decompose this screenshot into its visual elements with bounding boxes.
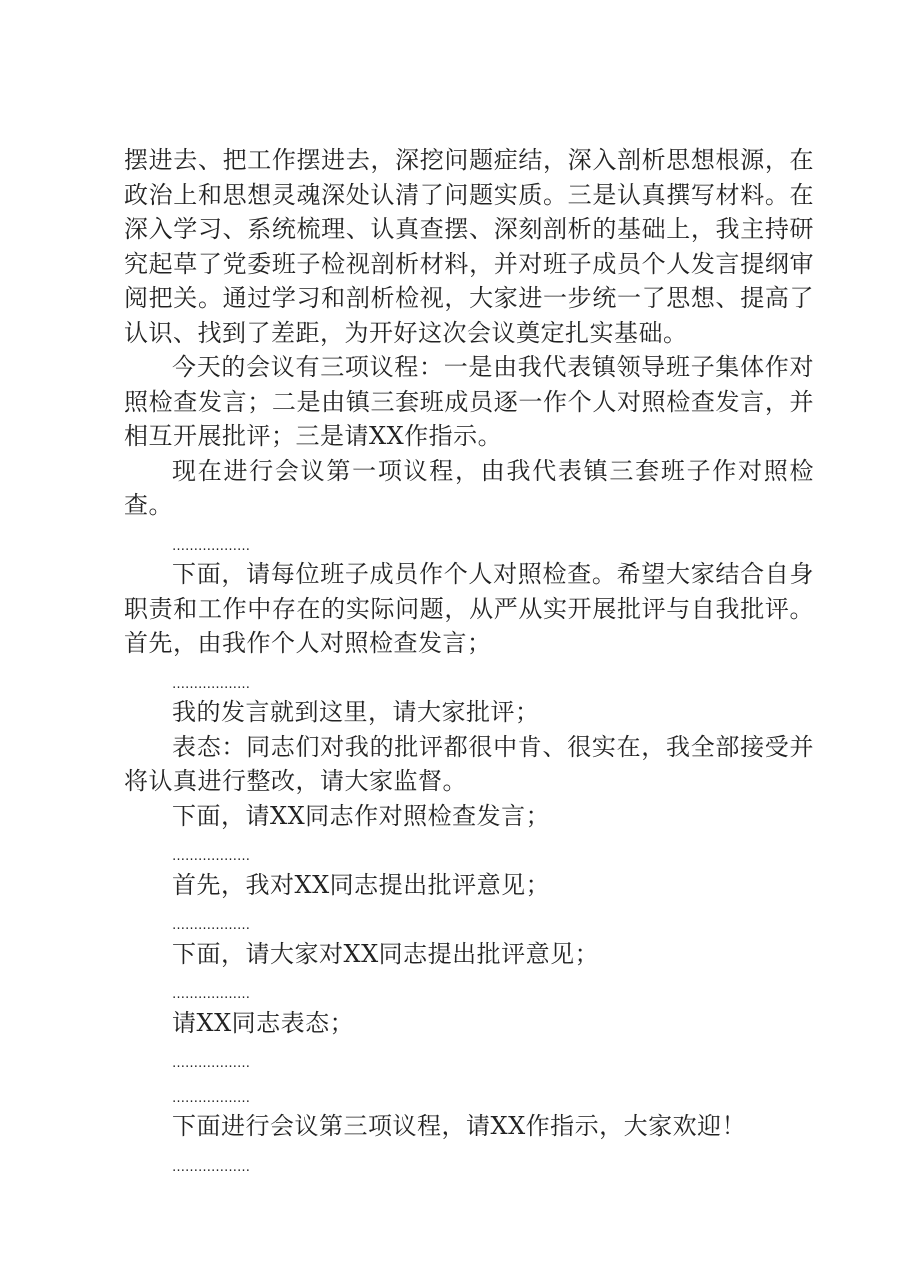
- ellipsis-line: ………………: [172, 538, 250, 554]
- paragraph-next-speaker: 下面，请XX同志作对照检查发言；: [172, 801, 551, 830]
- ellipsis-line: ………………: [172, 987, 250, 1002]
- paragraph-third-item: 下面进行会议第三项议程，请XX作指示，大家欢迎！: [172, 1112, 747, 1140]
- paragraph-first-item: 现在进行会议第一项议程，由我代表镇三套班子作对照检查。: [124, 456, 814, 519]
- paragraph-statement: 表态：同志们对我的批评都很中肯、很实在，我全部接受并将认真进行整改，请大家监督。: [124, 732, 814, 795]
- paragraph-my-criticism: 首先，我对XX同志提出批评意见；: [172, 870, 551, 899]
- ellipsis-line: ………………: [172, 1090, 250, 1106]
- paragraph-individual-check: 下面，请每位班子成员作个人对照检查。希望大家结合自身职责和工作中存在的实际问题，从严从实开展批评与自我批评。首先，由我作个人对照检查发言；: [124, 560, 814, 657]
- document-body: [124, 143, 814, 1178]
- ellipsis-line: ………………: [172, 1056, 250, 1071]
- ellipsis-line: ………………: [172, 676, 250, 692]
- paragraph-1: 摆进去、把工作摆进去，深挖问题症结，深入剖析思想根源，在政治上和思想灵魂深处认清了问题实质。三是认真撰写材料。在深入学习、系统梳理、认真查摆、深刻剖析的基础上，我主持研究起草了党委班子检视剖析材料，并对班子成员个人发言提纲审阅把关。通过学习和剖析检视，大家进一步统一了思想、提高了认识、找到了差距，为开好这次会议奠定扎实基础。: [124, 146, 814, 347]
- paragraph-agenda: 今天的会议有三项议程：一是由我代表镇领导班子集体作对照检查发言；二是由镇三套班成员逐一作个人对照检查发言，并相互开展批评；三是请XX作指示。: [124, 353, 814, 450]
- ellipsis-line: ………………: [172, 918, 250, 933]
- paragraph-respond: 请XX同志表态；: [172, 1008, 355, 1037]
- paragraph-end-speech: 我的发言就到这里，请大家批评；: [172, 698, 540, 726]
- ellipsis-line: ………………: [172, 849, 250, 864]
- paragraph-group-criticism: 下面，请大家对XX同志提出批评意见；: [172, 939, 600, 968]
- ellipsis-line: ………………: [172, 1159, 250, 1175]
